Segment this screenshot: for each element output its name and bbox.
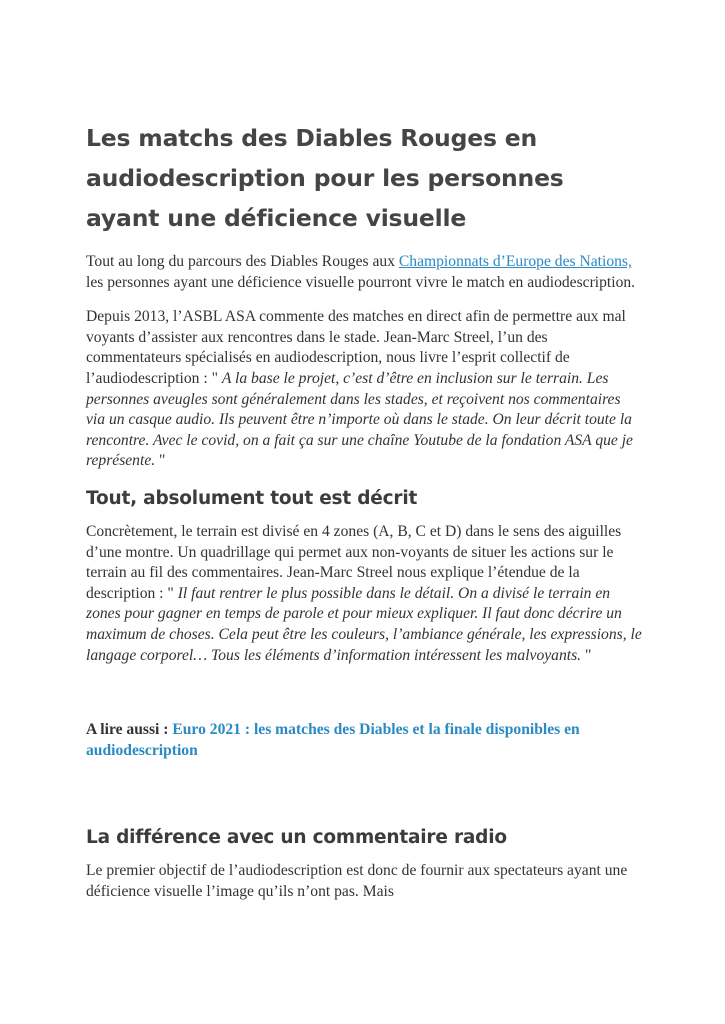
intro-text-before: Tout au long du parcours des Diables Rouges aux	[86, 253, 399, 270]
section-heading-commentaire-radio: La différence avec un commentaire radio	[86, 827, 507, 849]
zones-quote-close: "	[581, 646, 592, 664]
read-also-label: A lire aussi :	[86, 721, 173, 739]
asa-quote-close: "	[155, 452, 166, 470]
section-heading-tout-decrit: Tout, absolument tout est décrit	[86, 487, 418, 509]
asa-quote: A la base le projet, c’est d’être en inclusion sur le terrain. Les personnes aveugles sont généralement dans les stades, et reçoivent nos commentaires via un casque audio. Ils peuvent être n’importe où dans le stade. On leur décrit toute la rencontre. Avec le covid, on a fait ça sur une chaîne Youtube de la fondation ASA que je représente.	[86, 369, 633, 470]
read-also-link[interactable]: Euro 2021 : les matches des Diables et la finale disponibles en audiodescription	[86, 721, 580, 759]
article-title: Les matchs des Diables Rouges en audiodescription pour les personnes ayant une déficience visuelle	[86, 124, 564, 232]
championnats-europe-link[interactable]: Championnats d’Europe des Nations,	[398, 253, 632, 270]
zones-text: Concrètement, le terrain est divisé en 4 zones (A, B, C et D) dans le sens des aiguilles d’une montre. Un quadrillage qui permet aux non-voyants de situer les actions sur le terrain au fil des commentaires. Jean-Marc Streel nous explique l’étendue de la description : "	[86, 522, 622, 602]
asa-paragraph	[86, 307, 642, 472]
article	[86, 118, 642, 902]
intro-text-after: les personnes ayant une déficience visuelle pourront vivre le match en audiodescription.	[86, 273, 636, 291]
intro-paragraph	[86, 252, 642, 293]
zones-paragraph	[86, 522, 642, 666]
read-also	[86, 720, 642, 761]
zones-quote: Il faut rentrer le plus possible dans le détail. On a divisé le terrain en zones pour gagner en temps de parole et pour mieux expliquer. Il faut donc décrire un maximum de choses. Cela peut être les couleurs, l’ambiance générale, les expressions, le langage corporel… Tous les éléments d’information intéressent les malvoyants.	[86, 584, 642, 664]
asa-text: Depuis 2013, l’ASBL ASA commente des matches en direct afin de permettre aux mal voyants d’assister aux rencontres dans le stade. Jean-Marc Streel, l’un des commentateurs spécialisés en audiodescription, nous livre l’esprit collectif de l’audiodescription : "	[86, 308, 626, 387]
radio-paragraph: Le premier objectif de l’audiodescription est donc de fournir aux spectateurs ayant une déficience visuelle l’image qu’ils n’ont pas. Mais	[86, 862, 628, 900]
